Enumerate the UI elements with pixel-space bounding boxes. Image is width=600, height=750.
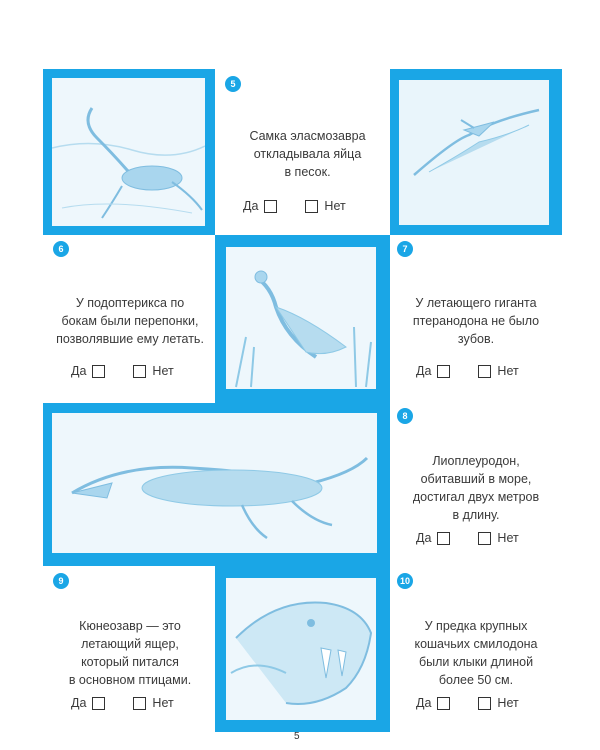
question-text-10 <box>390 617 562 689</box>
no-label: Нет <box>152 696 174 710</box>
answer-row-8 <box>416 531 519 545</box>
question-line: который питался <box>81 655 179 669</box>
yes-label: Да <box>71 696 87 710</box>
question-line: обитавший в море, <box>420 472 532 486</box>
smilodon-image <box>226 578 376 720</box>
yes-checkbox[interactable] <box>437 532 450 545</box>
question-text-5 <box>225 127 390 181</box>
podopteryx-image <box>226 247 376 389</box>
yes-checkbox[interactable] <box>92 697 105 710</box>
yes-checkbox[interactable] <box>437 365 450 378</box>
yes-label: Да <box>71 364 87 378</box>
question-line: У подоптерикса по <box>75 296 185 310</box>
question-line: У предка крупных <box>424 619 528 633</box>
question-line: летающий ящер, <box>81 637 179 651</box>
yes-checkbox[interactable] <box>92 365 105 378</box>
question-line: в песок. <box>284 165 331 179</box>
no-label: Нет <box>152 364 174 378</box>
question-number-9: 9 <box>53 573 69 589</box>
no-checkbox[interactable] <box>478 532 491 545</box>
no-checkbox[interactable] <box>478 697 491 710</box>
elasmosaurus-image <box>52 78 205 226</box>
question-line: были клыки длиной <box>418 655 534 669</box>
answer-row-9 <box>71 696 174 710</box>
yes-checkbox[interactable] <box>264 200 277 213</box>
no-checkbox[interactable] <box>133 697 146 710</box>
question-line: более 50 см. <box>438 673 514 687</box>
no-checkbox[interactable] <box>478 365 491 378</box>
question-line: позволявшие ему летать. <box>56 332 204 346</box>
question-text-7 <box>390 294 562 348</box>
question-number-6: 6 <box>53 241 69 257</box>
page-number: 5 <box>294 731 300 742</box>
question-line: птеранодона не было <box>412 314 540 328</box>
answer-row-5 <box>243 199 346 213</box>
no-label: Нет <box>497 696 519 710</box>
question-line: достигал двух метров <box>412 490 540 504</box>
question-line: У летающего гиганта <box>415 296 537 310</box>
no-label: Нет <box>324 199 346 213</box>
question-number-5: 5 <box>225 76 241 92</box>
no-label: Нет <box>497 531 519 545</box>
question-line: откладывала яйца <box>253 147 362 161</box>
question-number-7: 7 <box>397 241 413 257</box>
question-line: Самка эласмозавра <box>249 129 366 143</box>
yes-label: Да <box>416 531 432 545</box>
pteranodon-image <box>399 80 549 225</box>
question-text-8 <box>390 452 562 524</box>
no-checkbox[interactable] <box>133 365 146 378</box>
answer-row-6 <box>71 364 174 378</box>
question-number-8: 8 <box>397 408 413 424</box>
yes-label: Да <box>243 199 259 213</box>
question-text-9 <box>45 617 215 689</box>
question-number-10: 10 <box>397 573 413 589</box>
question-line: кошачьих смилодона <box>414 637 538 651</box>
question-line: в основном птицами. <box>68 673 192 687</box>
question-line: Лиоплеуродон, <box>432 454 520 468</box>
yes-label: Да <box>416 696 432 710</box>
question-text-6 <box>45 294 215 348</box>
answer-row-7 <box>416 364 519 378</box>
no-label: Нет <box>497 364 519 378</box>
question-line: в длину. <box>452 508 500 522</box>
question-line: бокам были перепонки, <box>61 314 199 328</box>
question-line: зубов. <box>457 332 495 346</box>
no-checkbox[interactable] <box>305 200 318 213</box>
liopleurodon-image <box>52 413 377 553</box>
yes-checkbox[interactable] <box>437 697 450 710</box>
yes-label: Да <box>416 364 432 378</box>
question-line: Кюнеозавр — это <box>79 619 181 633</box>
answer-row-10 <box>416 696 519 710</box>
